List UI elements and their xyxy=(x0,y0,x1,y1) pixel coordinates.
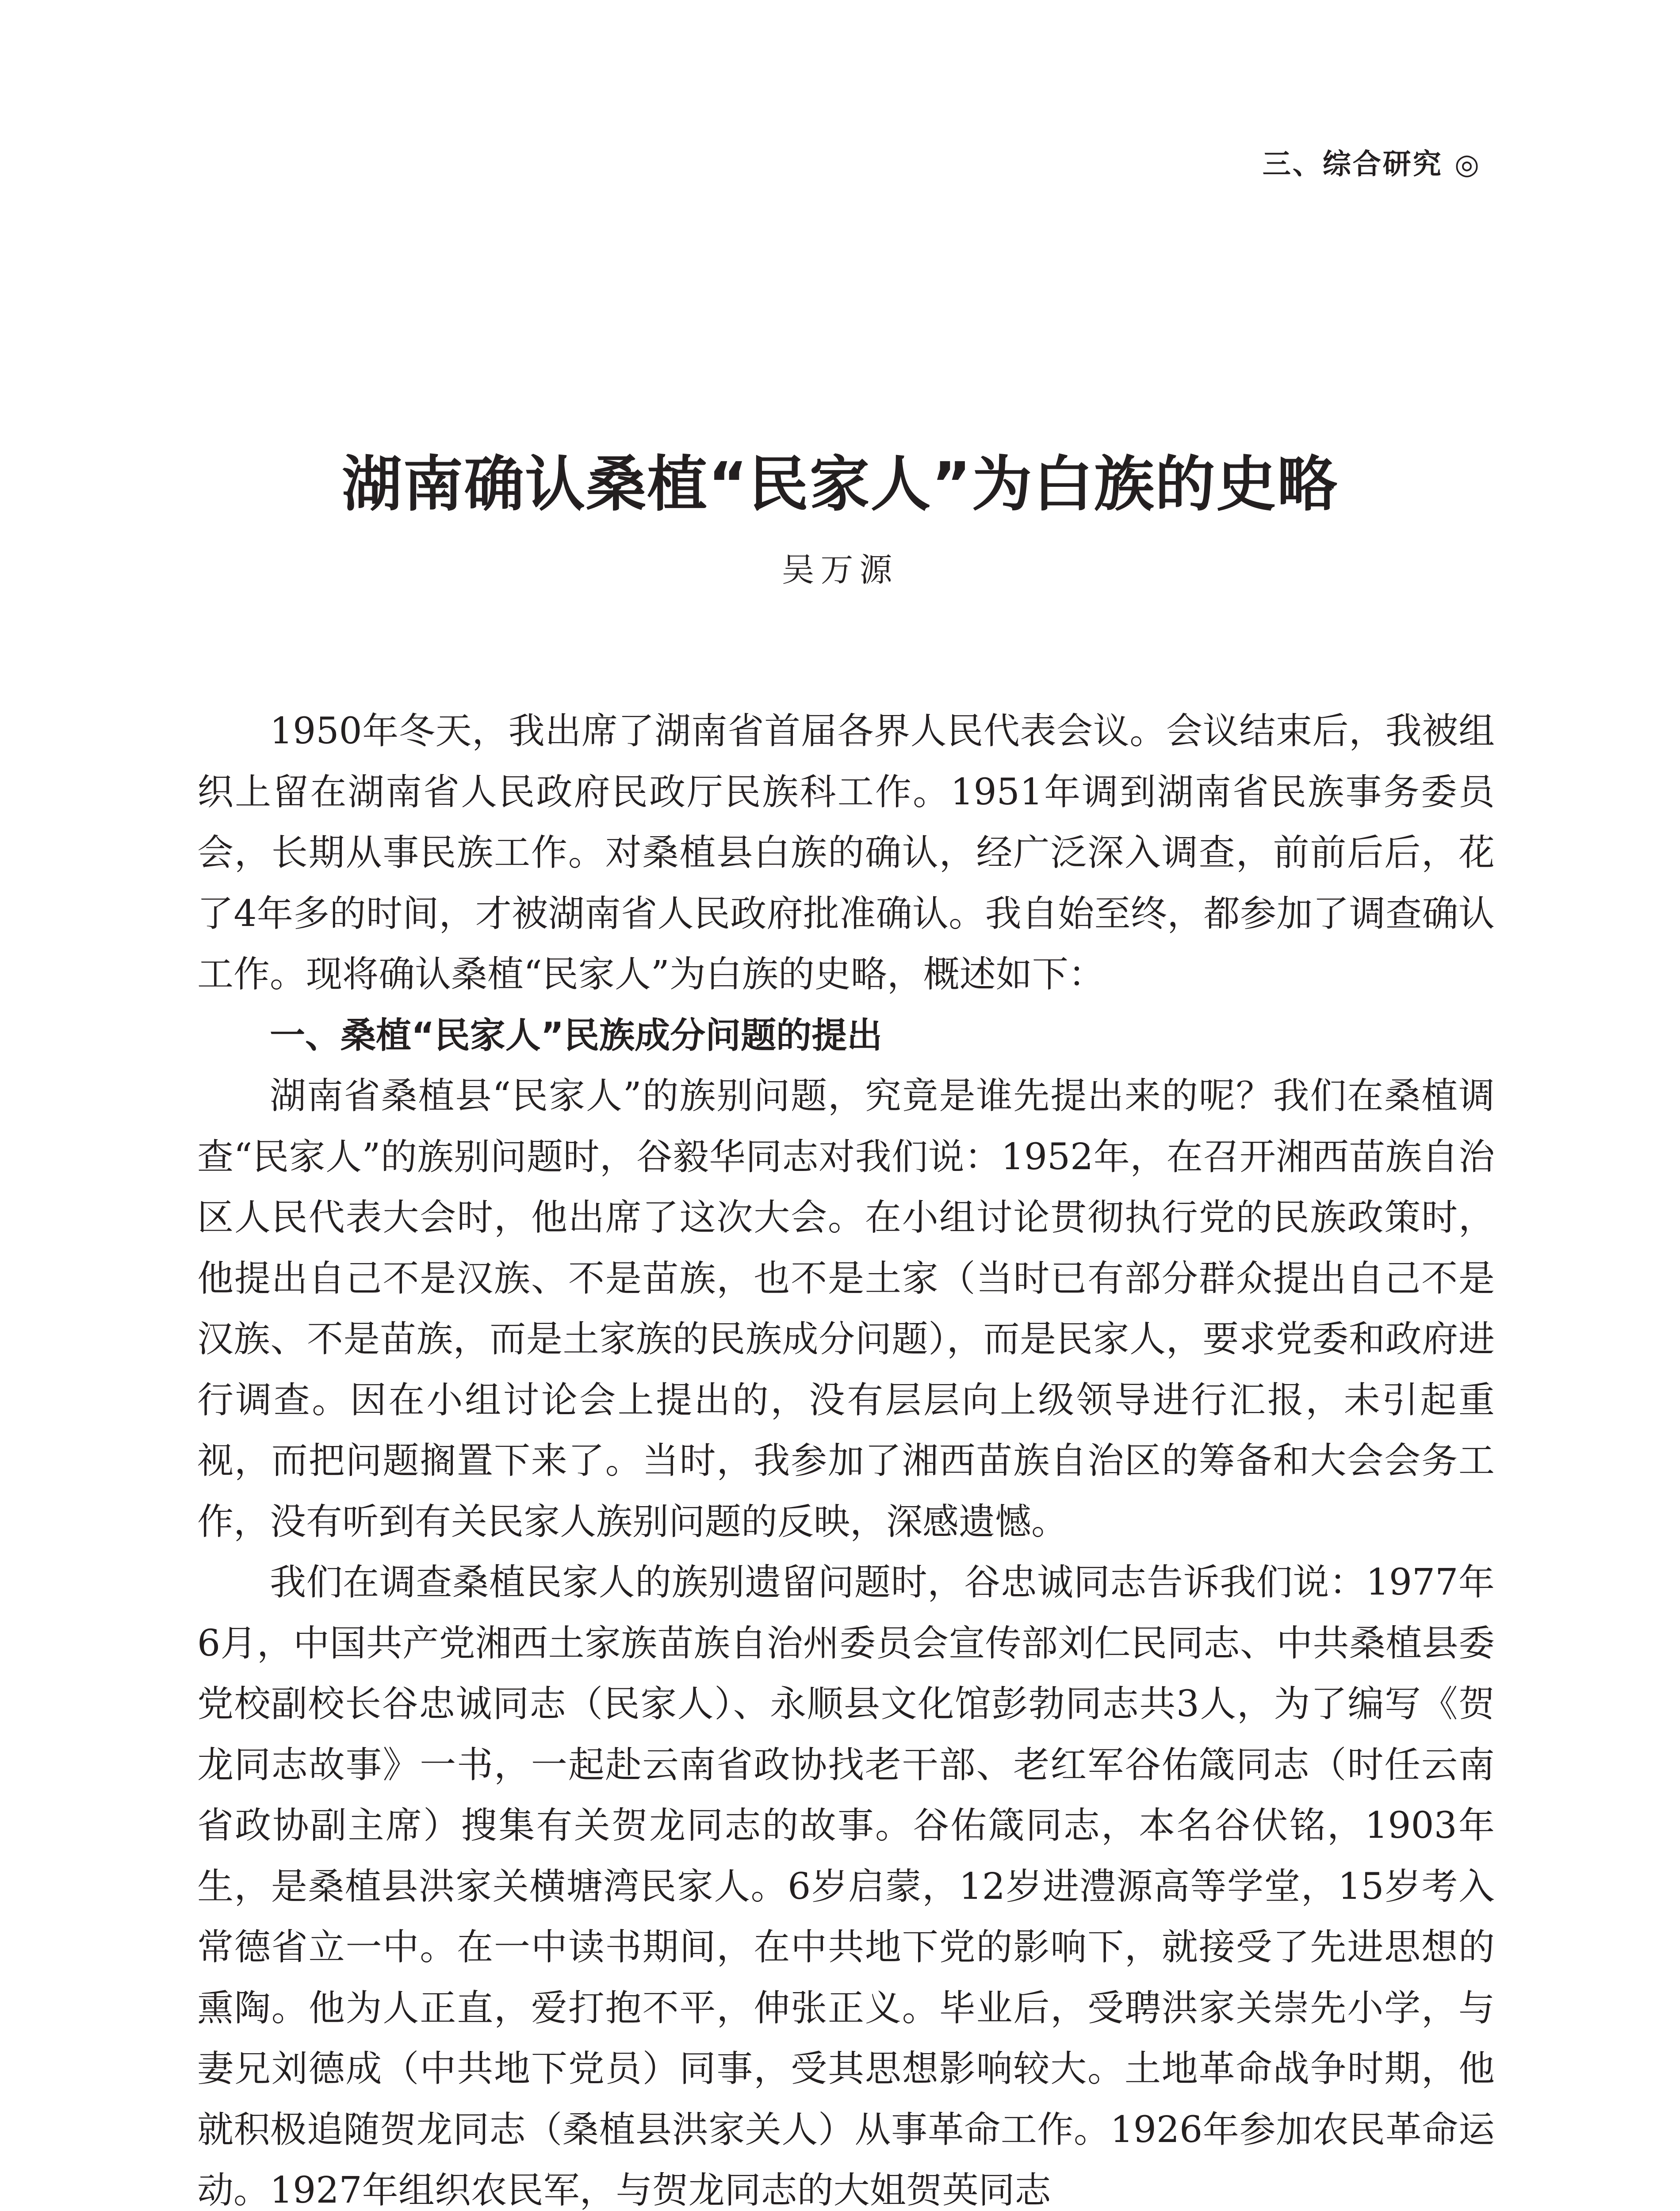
paragraph-intro: 1950年冬天，我出席了湖南省首届各界人民代表会议。会议结束后，我被组织上留在湖南省人民政府民政厅民族科工作。1951年调到湖南省民族事务委员会，长期从事民族工作。对桑植县白族的确认，经广泛深入调查，前前后后，花了4年多的时间，才被湖南省人民政府批准确认。我自始至终，都参加了调查确认工作。现将确认桑植“民家人”为白族的史略，概述如下： xyxy=(197,710,1495,995)
running-header: 三、综合研究 ◎ xyxy=(1262,148,1481,181)
paragraph-investigation: 我们在调查桑植民家人的族别遗留问题时，谷忠诚同志告诉我们说：1977年6月，中国共产党湘西土家族苗族自治州委员会宣传部刘仁民同志、中共桑植县委党校副校长谷忠诚同志（民家人）、永顺县文化馆彭勃同志共3人，为了编写《贺龙同志故事》一书，一起赴云南省政协找老干部、老红军谷佑箴同志（时任云南省政协副主席）搜集有关贺龙同志的故事。谷佑箴同志，本名谷伏铭，1903年生，是桑植县洪家关横塘湾民家人。6岁启蒙，12岁进澧源高等学堂，15岁考入常德省立一中。在一中读书期间，在中共地下党的影响下，就接受了先进思想的熏陶。他为人正直，爱打抱不平，伸张正义。毕业后，受聘洪家关崇先小学，与妻兄刘德成（中共地下党员）同事，受其思想影响较大。土地革命战争时期，他就积极追随贺龙同志（桑植县洪家关人）从事革命工作。1926年参加农民革命运动。1927年组织农民军，与贺龙同志的大姐贺英同志 xyxy=(197,1561,1495,2211)
article-title: 湖南确认桑植“民家人”为白族的史略 xyxy=(342,450,1338,520)
section-heading: 一、桑植“民家人”民族成分问题的提出 xyxy=(270,1014,883,1056)
article-body xyxy=(197,701,1495,2211)
author-name: 吴万源 xyxy=(781,551,899,589)
paragraph-origin: 湖南省桑植县“民家人”的族别问题，究竟是谁先提出来的呢？我们在桑植调查“民家人”的族别问题时，谷毅华同志对我们说：1952年，在召开湘西苗族自治区人民代表大会时，他出席了这次大会。在小组讨论贯彻执行党的民族政策时，他提出自己不是汉族、不是苗族，也不是土家（当时已有部分群众提出自己不是汉族、不是苗族，而是土家族的民族成分问题），而是民家人，要求党委和政府进行调查。因在小组讨论会上提出的，没有层层向上级领导进行汇报，未引起重视，而把问题搁置下来了。当时，我参加了湘西苗族自治区的筹备和大会会务工作，没有听到有关民家人族别问题的反映，深感遗憾。 xyxy=(197,1075,1495,1543)
